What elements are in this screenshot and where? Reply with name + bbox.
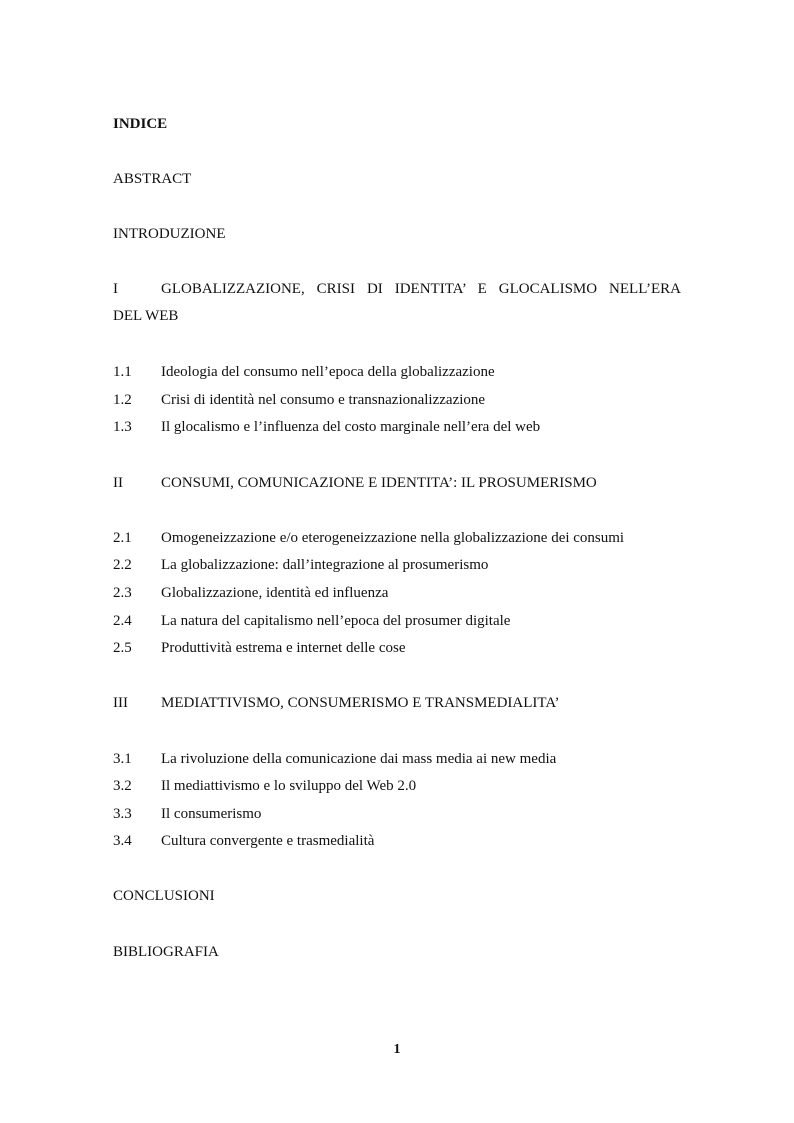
section-3-1-number: 3.1 bbox=[113, 751, 132, 767]
chapter-1-number: I bbox=[113, 281, 118, 297]
section-2-4-number: 2.4 bbox=[113, 613, 132, 629]
section-2-5-title: Produttività estrema e internet delle cose bbox=[161, 640, 406, 656]
toc-entry-abstract: ABSTRACT bbox=[113, 171, 192, 187]
section-2-2-number: 2.2 bbox=[113, 557, 132, 573]
section-3-3-title: Il consumerismo bbox=[161, 806, 262, 822]
section-3-4-number: 3.4 bbox=[113, 833, 132, 849]
section-1-3-title: Il glocalismo e l’influenza del costo marginale nell’era del web bbox=[161, 419, 541, 435]
section-1-1-title: Ideologia del consumo nell’epoca della globalizzazione bbox=[161, 364, 495, 380]
section-2-3-number: 2.3 bbox=[113, 585, 132, 601]
section-3-3-number: 3.3 bbox=[113, 806, 132, 822]
index-heading: INDICE bbox=[113, 116, 168, 132]
section-3-1-title: La rivoluzione della comunicazione dai mass media ai new media bbox=[161, 751, 557, 767]
page-number: 1 bbox=[393, 1042, 401, 1057]
section-1-2-number: 1.2 bbox=[113, 392, 132, 408]
chapter-1-title: GLOBALIZZAZIONE, CRISI DI IDENTITA’ E GLOCALISMO NELL’ERA bbox=[161, 281, 681, 297]
section-3-4-title: Cultura convergente e trasmedialità bbox=[161, 833, 375, 849]
chapter-2-title: CONSUMI, COMUNICAZIONE E IDENTITA’: IL PROSUMERISMO bbox=[161, 475, 597, 491]
section-2-3-title: Globalizzazione, identità ed influenza bbox=[161, 585, 389, 601]
chapter-3-number: III bbox=[113, 695, 128, 711]
section-2-5-number: 2.5 bbox=[113, 640, 132, 656]
section-2-1-number: 2.1 bbox=[113, 530, 132, 546]
section-3-2-title: Il mediattivismo e lo sviluppo del Web 2.0 bbox=[161, 778, 417, 794]
section-3-2-number: 3.2 bbox=[113, 778, 132, 794]
section-1-2-title: Crisi di identità nel consumo e transnazionalizzazione bbox=[161, 392, 486, 408]
chapter-3-title: MEDIATTIVISMO, CONSUMERISMO E TRANSMEDIALITA’ bbox=[161, 695, 560, 711]
toc-entry-introduction: INTRODUZIONE bbox=[113, 226, 226, 242]
section-2-2-title: La globalizzazione: dall’integrazione al prosumerismo bbox=[161, 557, 489, 573]
chapter-1-title-continuation: DEL WEB bbox=[113, 308, 179, 324]
toc-entry-bibliography: BIBLIOGRAFIA bbox=[113, 944, 219, 960]
toc-entry-conclusions: CONCLUSIONI bbox=[113, 888, 215, 904]
section-1-1-number: 1.1 bbox=[113, 364, 132, 380]
section-2-1-title: Omogeneizzazione e/o eterogeneizzazione nella globalizzazione dei consumi bbox=[161, 530, 625, 546]
section-1-3-number: 1.3 bbox=[113, 419, 132, 435]
section-2-4-title: La natura del capitalismo nell’epoca del prosumer digitale bbox=[161, 613, 511, 629]
chapter-2-number: II bbox=[113, 475, 123, 491]
